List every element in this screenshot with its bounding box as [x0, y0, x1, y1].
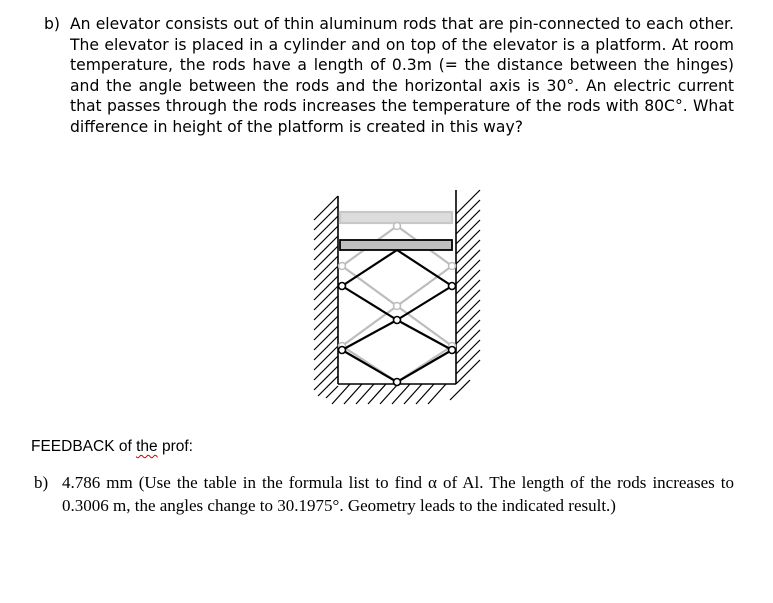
feedback-label: b)	[34, 473, 49, 492]
feedback-title-suffix: prof:	[157, 438, 193, 455]
feedback-title-prefix: FEEDBACK of	[31, 438, 137, 455]
question-block	[44, 14, 734, 138]
scissor-elevator-diagram-icon	[300, 182, 500, 417]
feedback-title	[31, 438, 193, 456]
left-wall-hatching	[314, 196, 338, 398]
right-wall-hatching	[450, 190, 480, 400]
initial-hinges	[339, 283, 456, 386]
feedback-title-underlined-word: the	[136, 438, 158, 455]
question-text: An elevator consists out of thin aluminum rods that are pin-connected to each other. The elevator is placed in a cylinder and on top of the elevator is a platform. At room temperature, the rods have a length of 0.3m (= the distance between the hinges) and the angle between the rods and the horizontal axis is 30°. An electric current that passes through the rods increases the temperature of the rods with 80C°. What difference in height of the platform is created in this way?	[70, 15, 734, 136]
feedback-text: 4.786 mm (Use the table in the formula list to find α of Al. The length of the rods increases to 0.3006 m, the angles change to 30.1975°. Geometry leads to the indicated result.)	[62, 473, 734, 515]
feedback-answer	[34, 471, 734, 517]
platform	[340, 240, 452, 250]
floor-hatching	[332, 384, 446, 404]
question-label: b)	[44, 15, 60, 33]
